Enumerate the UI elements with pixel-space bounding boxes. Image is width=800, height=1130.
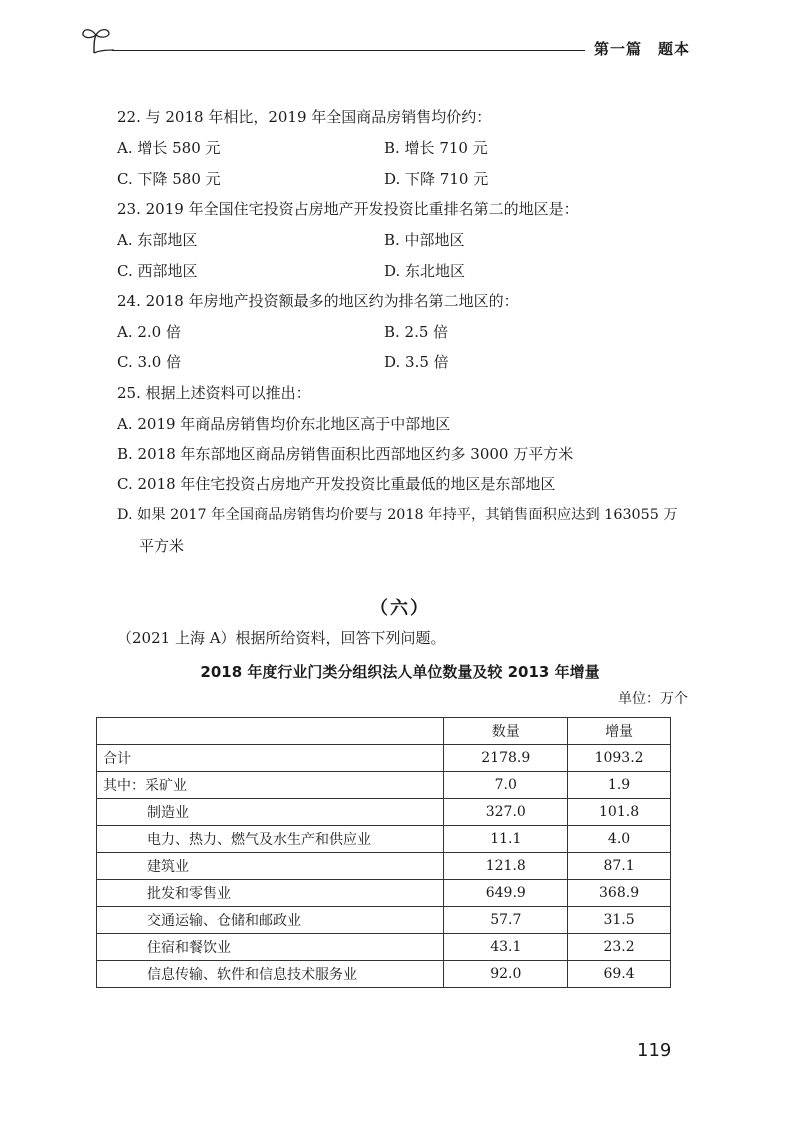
question-24-option-a: A. 2.0 倍 <box>117 323 181 341</box>
question-24-option-b: B. 2.5 倍 <box>384 323 449 341</box>
question-23-option-a: A. 东部地区 <box>117 231 198 249</box>
question-25-option-b: B. 2018 年东部地区商品房销售面积比西部地区约多 3000 万平方米 <box>117 445 574 463</box>
data-table <box>96 717 671 988</box>
row-count: 57.7 <box>444 907 568 934</box>
question-22-stem: 22. 与 2018 年相比，2019 年全国商品房销售均价约： <box>117 108 492 126</box>
row-name: 建筑业 <box>97 853 444 880</box>
row-name: 合计 <box>97 745 444 772</box>
row-increase: 87.1 <box>568 853 671 880</box>
table-row <box>97 826 671 853</box>
question-24-stem: 24. 2018 年房地产投资额最多的地区约为排名第二地区的： <box>117 292 519 310</box>
question-23-option-d: D. 东北地区 <box>384 262 466 280</box>
header-rule <box>112 50 585 51</box>
table-row <box>97 772 671 799</box>
header-cell-count: 数量 <box>444 718 568 745</box>
section-title: （六） <box>370 598 430 619</box>
question-24-option-c: C. 3.0 倍 <box>117 353 182 371</box>
row-count: 92.0 <box>444 961 568 988</box>
row-increase: 31.5 <box>568 907 671 934</box>
page-number: 119 <box>637 1040 672 1061</box>
row-increase: 1.9 <box>568 772 671 799</box>
table-row <box>97 907 671 934</box>
question-22-option-b: B. 增长 710 元 <box>384 139 488 157</box>
row-count: 649.9 <box>444 880 568 907</box>
row-increase: 1093.2 <box>568 745 671 772</box>
question-22-option-d: D. 下降 710 元 <box>384 170 489 188</box>
row-increase: 4.0 <box>568 826 671 853</box>
row-count: 327.0 <box>444 799 568 826</box>
row-name: 信息传输、软件和信息技术服务业 <box>97 961 444 988</box>
table-row <box>97 880 671 907</box>
question-22-option-c: C. 下降 580 元 <box>117 170 221 188</box>
row-increase: 368.9 <box>568 880 671 907</box>
table-row <box>97 853 671 880</box>
header-title: 第一篇 题本 <box>594 40 691 58</box>
question-23-option-b: B. 中部地区 <box>384 231 465 249</box>
table-title: 2018 年度行业门类分组织法人单位数量及较 2013 年增量 <box>200 663 600 681</box>
row-increase: 101.8 <box>568 799 671 826</box>
table-row <box>97 934 671 961</box>
header-cell-blank <box>97 718 444 745</box>
question-23-option-c: C. 西部地区 <box>117 262 198 280</box>
header-cell-increase: 增量 <box>568 718 671 745</box>
table-unit: 单位：万个 <box>618 691 688 707</box>
question-24-option-d: D. 3.5 倍 <box>384 353 449 371</box>
table-row <box>97 961 671 988</box>
row-count: 7.0 <box>444 772 568 799</box>
sprout-icon <box>80 25 114 55</box>
question-25-option-d: D. 如果 2017 年全国商品房销售均价要与 2018 年持平，其销售面积应达到 163055 万 <box>117 507 678 523</box>
row-name: 交通运输、仓储和邮政业 <box>97 907 444 934</box>
row-name: 其中：采矿业 <box>97 772 444 799</box>
row-name: 批发和零售业 <box>97 880 444 907</box>
table-row <box>97 799 671 826</box>
row-increase: 69.4 <box>568 961 671 988</box>
section-intro: （2021 上海 A）根据所给资料，回答下列问题。 <box>117 629 446 647</box>
row-count: 121.8 <box>444 853 568 880</box>
question-25-option-d-continued: 平方米 <box>139 537 185 555</box>
row-increase: 23.2 <box>568 934 671 961</box>
table-row <box>97 745 671 772</box>
question-25-option-c: C. 2018 年住宅投资占房地产开发投资比重最低的地区是东部地区 <box>117 475 556 493</box>
row-name: 制造业 <box>97 799 444 826</box>
row-count: 2178.9 <box>444 745 568 772</box>
table-header-row <box>97 718 671 745</box>
row-name: 住宿和餐饮业 <box>97 934 444 961</box>
question-23-stem: 23. 2019 年全国住宅投资占房地产开发投资比重排名第二的地区是： <box>117 200 579 218</box>
question-25-option-a: A. 2019 年商品房销售均价东北地区高于中部地区 <box>117 415 451 433</box>
row-count: 11.1 <box>444 826 568 853</box>
row-name: 电力、热力、燃气及水生产和供应业 <box>97 826 444 853</box>
question-25-stem: 25. 根据上述资料可以推出： <box>117 384 311 402</box>
row-count: 43.1 <box>444 934 568 961</box>
question-22-option-a: A. 增长 580 元 <box>117 139 221 157</box>
